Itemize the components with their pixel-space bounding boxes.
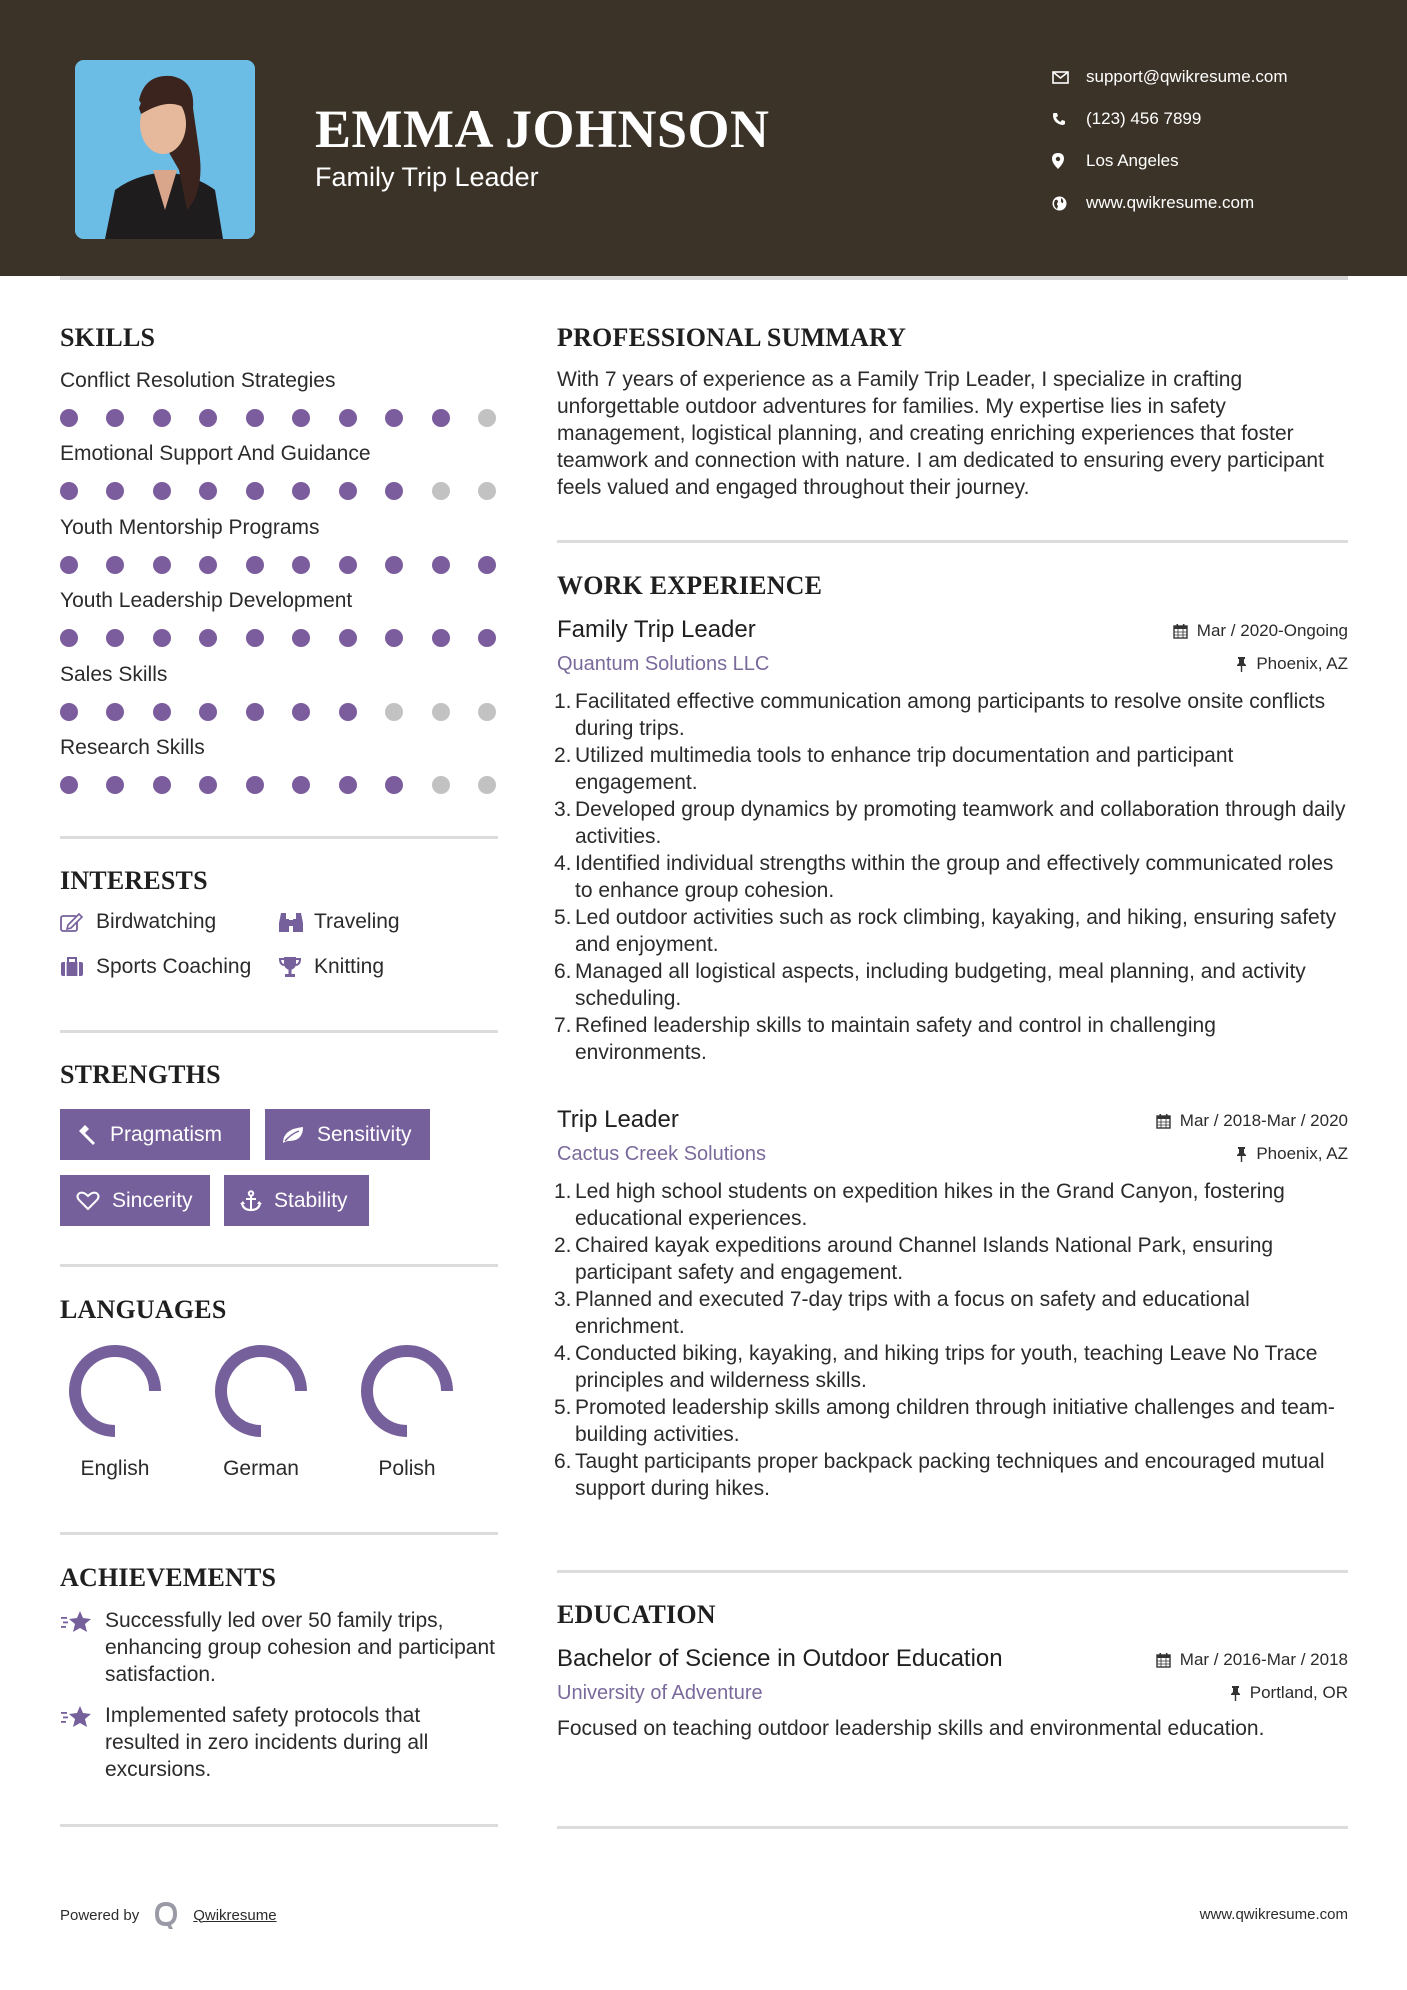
rating-dot-filled <box>385 482 403 500</box>
skill-item <box>60 734 498 794</box>
achievement-text: Successfully led over 50 family trips, enhancing group cohesion and participant satisfaction. <box>105 1609 495 1686</box>
footer-website[interactable]: www.qwikresume.com <box>1199 1906 1348 1923</box>
rating-dot-empty <box>478 703 496 721</box>
calendar-icon <box>1156 1113 1171 1129</box>
skill-rating <box>60 409 496 427</box>
rating-dot-filled <box>292 482 310 500</box>
job-bullet: 6. Managed all logistical aspects, including budgeting, meal planning, and activity scheduling. <box>554 960 1306 1010</box>
language-item <box>60 1345 170 1481</box>
trophy-icon <box>278 956 314 978</box>
rating-dot-filled <box>292 629 310 647</box>
gavel-icon <box>76 1124 98 1146</box>
rating-dot-filled <box>339 776 357 794</box>
rating-dot-filled <box>339 629 357 647</box>
language-item <box>352 1345 462 1481</box>
rating-dot-filled <box>246 409 264 427</box>
powered-by-label: Powered by <box>60 1906 140 1924</box>
job-bullets <box>554 688 1348 1066</box>
job-bullet: 1. Led high school students on expedition hikes in the Grand Canyon, fostering educational experiences. <box>554 1180 1285 1230</box>
section-divider <box>557 1826 1348 1829</box>
job-company: Cactus Creek Solutions <box>557 1143 766 1165</box>
skill-rating <box>60 629 496 647</box>
job-bullet: 2. Chaired kayak expeditions around Channel Islands National Park, ensuring participant safety and engagement. <box>554 1234 1274 1284</box>
star-icon <box>60 1607 105 1688</box>
job-meta <box>1156 1104 1348 1170</box>
section-divider <box>60 1824 498 1827</box>
interest-label: Knitting <box>314 955 385 978</box>
rating-dot-filled <box>60 629 78 647</box>
rating-dot-empty <box>478 409 496 427</box>
rating-dot-filled <box>106 556 124 574</box>
job-bullet: 4. Conducted biking, kayaking, and hiking trips for youth, teaching Leave No Trace principles and wilderness skills. <box>554 1342 1318 1392</box>
contact-email-text: support@qwikresume.com <box>1086 67 1288 86</box>
interest-item <box>278 910 400 934</box>
phone-icon <box>1050 112 1086 126</box>
rating-dot-filled <box>153 409 171 427</box>
star-icon <box>60 1702 105 1783</box>
profile-photo <box>75 60 255 239</box>
calendar-icon <box>1156 1652 1171 1668</box>
map-marker-icon <box>1050 153 1086 169</box>
envelope-icon <box>1050 71 1086 84</box>
language-progress-ring <box>215 1345 307 1437</box>
rating-dot-filled <box>106 629 124 647</box>
contact-list <box>1050 56 1350 224</box>
job-bullet: 1. Facilitated effective communication among participants to resolve onsite conflicts during trips. <box>554 690 1326 740</box>
rating-dot-filled <box>292 703 310 721</box>
section-divider <box>60 1532 498 1535</box>
anchor-icon <box>240 1190 262 1212</box>
rating-dot-filled <box>153 629 171 647</box>
rating-dot-filled <box>60 409 78 427</box>
education-description: Focused on teaching outdoor leadership skills and environmental education. <box>557 1717 1265 1740</box>
job-title: Trip Leader <box>557 1106 679 1133</box>
qwikresume-logo-icon <box>153 1900 179 1930</box>
section-divider <box>60 836 498 839</box>
section-divider <box>60 1264 498 1267</box>
skills-title: SKILLS <box>60 323 156 352</box>
contact-location <box>1050 140 1350 182</box>
rating-dot-filled <box>153 556 171 574</box>
rating-dot-empty <box>478 776 496 794</box>
rating-dot-empty <box>478 482 496 500</box>
rating-dot-filled <box>60 776 78 794</box>
skill-rating <box>60 776 496 794</box>
rating-dot-filled <box>385 556 403 574</box>
skill-name: Conflict Resolution Strategies <box>60 369 336 392</box>
header-divider <box>60 276 1348 280</box>
summary-title: PROFESSIONAL SUMMARY <box>557 323 907 352</box>
achievement-item <box>60 1702 498 1783</box>
education-dates: Mar / 2016-Mar / 2018 <box>1179 1650 1348 1669</box>
rating-dot-filled <box>292 556 310 574</box>
experience-title: WORK EXPERIENCE <box>557 571 823 600</box>
edit-icon <box>60 912 96 932</box>
rating-dot-filled <box>385 776 403 794</box>
binoculars-icon <box>278 911 314 933</box>
interest-item <box>60 910 216 934</box>
education-school: University of Adventure <box>557 1682 763 1704</box>
skill-item <box>60 514 498 574</box>
rating-dot-filled <box>153 776 171 794</box>
rating-dot-filled <box>199 482 217 500</box>
education-title: EDUCATION <box>557 1600 716 1629</box>
job-company: Quantum Solutions LLC <box>557 653 770 675</box>
rating-dot-filled <box>339 703 357 721</box>
strength-label: Stability <box>274 1188 348 1212</box>
skill-item <box>60 661 498 721</box>
job-dates: Mar / 2018-Mar / 2020 <box>1179 1111 1348 1130</box>
interest-label: Sports Coaching <box>96 955 252 978</box>
job-title: Family Trip Leader <box>557 616 756 643</box>
job-location: Phoenix, AZ <box>1256 1144 1348 1163</box>
job-bullet: 4. Identified individual strengths within the group and effectively communicated roles to enhance group cohesion. <box>554 852 1334 902</box>
skill-item <box>60 587 498 647</box>
calendar-icon <box>1173 623 1188 639</box>
language-progress-ring <box>361 1345 453 1437</box>
rating-dot-filled <box>153 482 171 500</box>
job-bullet: 3. Planned and executed 7-day trips with a focus on safety and educational enrichment. <box>554 1288 1250 1338</box>
heart-icon <box>76 1191 100 1211</box>
interest-item <box>60 955 251 979</box>
pushpin-icon <box>1230 1685 1241 1701</box>
rating-dot-filled <box>478 556 496 574</box>
pushpin-icon <box>1236 656 1247 672</box>
strength-tag <box>265 1109 430 1160</box>
job-bullet: 2. Utilized multimedia tools to enhance trip documentation and participant engagement. <box>554 744 1234 794</box>
education-location: Portland, OR <box>1249 1683 1348 1702</box>
rating-dot-filled <box>60 703 78 721</box>
strengths-title: STRENGTHS <box>60 1060 221 1089</box>
contact-phone[interactable] <box>1050 98 1350 140</box>
rating-dot-filled <box>246 703 264 721</box>
achievement-text: Implemented safety protocols that resulted in zero incidents during all excursions. <box>105 1704 429 1781</box>
strength-tag <box>60 1109 250 1160</box>
rating-dot-filled <box>106 703 124 721</box>
rating-dot-filled <box>339 409 357 427</box>
job-bullet: 3. Developed group dynamics by promoting teamwork and collaboration through daily activities. <box>554 798 1346 848</box>
skill-name: Sales Skills <box>60 663 168 686</box>
contact-phone-text: (123) 456 7899 <box>1086 109 1202 128</box>
job-location: Phoenix, AZ <box>1256 654 1348 673</box>
rating-dot-filled <box>246 776 264 794</box>
achievements-title: ACHIEVEMENTS <box>60 1563 277 1592</box>
job-bullet: 5. Promoted leadership skills among children through initiative challenges and team-building activities. <box>554 1396 1335 1446</box>
section-divider <box>60 1030 498 1033</box>
rating-dot-filled <box>339 482 357 500</box>
rating-dot-filled <box>385 409 403 427</box>
resume-header <box>0 0 1407 276</box>
job-dates: Mar / 2020-Ongoing <box>1196 621 1348 640</box>
footer-branding <box>60 1900 277 1930</box>
rating-dot-empty <box>432 703 450 721</box>
contact-location-text: Los Angeles <box>1086 151 1179 170</box>
language-name: English <box>80 1457 150 1480</box>
job-meta <box>1173 614 1348 680</box>
rating-dot-filled <box>246 556 264 574</box>
rating-dot-filled <box>292 776 310 794</box>
education-entry <box>557 1643 1348 1742</box>
skill-rating <box>60 482 496 500</box>
job-bullets <box>554 1178 1348 1502</box>
language-name: Polish <box>378 1457 436 1480</box>
rating-dot-filled <box>106 776 124 794</box>
rating-dot-filled <box>153 703 171 721</box>
achievement-item <box>60 1607 498 1688</box>
interest-label: Birdwatching <box>96 910 217 933</box>
skill-rating <box>60 556 496 574</box>
contact-email[interactable] <box>1050 56 1350 98</box>
candidate-name: EMMA JOHNSON <box>315 99 770 159</box>
rating-dot-filled <box>106 482 124 500</box>
interest-label: Traveling <box>314 910 400 933</box>
job-entry <box>554 614 1348 1066</box>
rating-dot-filled <box>478 629 496 647</box>
skill-item <box>60 367 498 427</box>
section-divider <box>557 1570 1348 1573</box>
skill-name: Youth Mentorship Programs <box>60 516 320 539</box>
briefcase-icon <box>60 957 96 977</box>
job-bullet: 6. Taught participants proper backpack packing techniques and encouraged mutual support during hikes. <box>554 1450 1325 1500</box>
languages-title: LANGUAGES <box>60 1295 227 1324</box>
rating-dot-filled <box>432 556 450 574</box>
rating-dot-filled <box>292 409 310 427</box>
contact-website[interactable] <box>1050 182 1350 224</box>
rating-dot-filled <box>199 776 217 794</box>
rating-dot-filled <box>246 482 264 500</box>
language-item <box>206 1345 316 1481</box>
rating-dot-filled <box>60 482 78 500</box>
rating-dot-filled <box>432 409 450 427</box>
rating-dot-filled <box>246 629 264 647</box>
rating-dot-empty <box>432 482 450 500</box>
job-entry <box>554 1104 1348 1502</box>
globe-icon <box>1050 196 1086 211</box>
summary-text: With 7 years of experience as a Family Trip Leader, I specialize in crafting unforgettable outdoor adventures for families. My expertise lies in safety management, logistical planning, and creating enriching experiences that foster teamwork and connection with nature. I am dedicated to ensuring every participant feels valued and engaged throughout their journey. <box>557 368 1324 499</box>
skill-name: Youth Leadership Development <box>60 589 353 612</box>
rating-dot-filled <box>385 629 403 647</box>
education-meta <box>1156 1643 1348 1709</box>
candidate-role: Family Trip Leader <box>315 162 539 192</box>
interest-item <box>278 955 384 979</box>
language-progress-ring <box>69 1345 161 1437</box>
rating-dot-empty <box>385 703 403 721</box>
section-divider <box>557 540 1348 543</box>
skill-name: Research Skills <box>60 736 205 759</box>
rating-dot-filled <box>432 629 450 647</box>
strength-label: Sincerity <box>112 1188 193 1212</box>
rating-dot-filled <box>199 556 217 574</box>
rating-dot-filled <box>199 703 217 721</box>
rating-dot-empty <box>432 776 450 794</box>
contact-website-text: www.qwikresume.com <box>1086 193 1255 212</box>
strength-tag <box>60 1175 210 1226</box>
rating-dot-filled <box>199 409 217 427</box>
language-name: German <box>223 1457 299 1480</box>
rating-dot-filled <box>106 409 124 427</box>
job-bullet: 5. Led outdoor activities such as rock climbing, kayaking, and hiking, ensuring safety and enjoyment. <box>554 906 1337 956</box>
rating-dot-filled <box>339 556 357 574</box>
interests-title: INTERESTS <box>60 866 208 895</box>
strength-tag <box>224 1175 369 1226</box>
job-bullet: 7. Refined leadership skills to maintain safety and control in challenging environments. <box>554 1014 1216 1064</box>
rating-dot-filled <box>199 629 217 647</box>
strength-label: Pragmatism <box>110 1122 223 1146</box>
skill-name: Emotional Support And Guidance <box>60 442 371 465</box>
skill-rating <box>60 703 496 721</box>
qwikresume-link[interactable]: Qwikresume <box>193 1906 277 1924</box>
skill-item <box>60 440 498 500</box>
pushpin-icon <box>1236 1146 1247 1162</box>
education-degree: Bachelor of Science in Outdoor Education <box>557 1645 1003 1672</box>
strength-label: Sensitivity <box>317 1122 412 1146</box>
rating-dot-filled <box>60 556 78 574</box>
leaf-icon <box>281 1125 305 1145</box>
